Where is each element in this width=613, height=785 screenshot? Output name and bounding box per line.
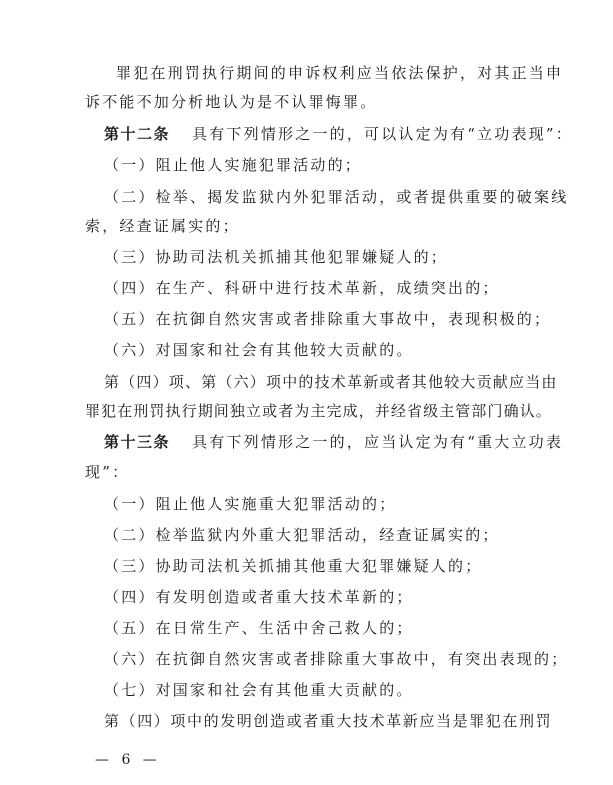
article-12-intro: 具有下列情形之一的，可以认定为有“立功表现”： (192, 125, 573, 143)
paragraph-line: 诉不能不加分析地认为是不认罪悔罪。 (85, 93, 378, 111)
article-13-item: （七）对国家和社会有其他重大贡献的。 (104, 681, 414, 699)
article-12-item: （三）协助司法机关抓捕其他犯罪嫌疑人的； (104, 248, 449, 266)
article-13-item: （一）阻止他人实施重大犯罪活动的； (104, 495, 397, 513)
article-12-item: （六）对国家和社会有其他较大贡献的。 (104, 341, 414, 359)
article-12-item: （四）在生产、科研中进行技术革新，成绩突出的； (104, 279, 500, 297)
article-13-item: （三）协助司法机关抓捕其他重大犯罪嫌疑人的； (104, 557, 483, 575)
article-13-item: （六）在抗御自然灾害或者排除重大事故中，有突出表现的； (104, 650, 569, 668)
article-12-item: （一）阻止他人实施犯罪活动的； (104, 156, 363, 174)
article-13-note-line: 第（四）项中的发明创造或者重大技术革新应当是罪犯在刑罚 (104, 712, 553, 730)
article-12-item: （五）在抗御自然灾害或者排除重大事故中，表现积极的； (104, 310, 552, 328)
article-12-item: （二）检举、揭发监狱内外犯罪活动，或者提供重要的破案线 (104, 188, 569, 206)
article-12-note-line: 第（四）项、第（六）项中的技术革新或者其他较大贡献应当由 (104, 373, 558, 391)
paragraph-line: 罪犯在刑罚执行期间的申诉权利应当依法保护，对其正当申 (116, 64, 564, 82)
article-13-item: （二）检举监狱内外重大犯罪活动，经查证属实的； (104, 526, 500, 544)
article-12-item-continuation: 索，经查证属实的； (85, 217, 240, 235)
article-12-title: 第十二条 (104, 125, 171, 143)
article-13-intro: 具有下列情形之一的，应当认定为有“重大立功表 (192, 433, 564, 451)
article-12-note-line: 罪犯在刑罚执行期间独立或者为主完成，并经省级主管部门确认。 (85, 402, 552, 420)
article-13-heading-line (104, 432, 563, 452)
article-13-intro-continuation: 现”： (85, 463, 130, 481)
article-13-item: （四）有发明创造或者重大技术革新的； (104, 588, 414, 606)
article-13-title: 第十三条 (104, 433, 171, 451)
article-12-heading-line (104, 124, 573, 144)
article-13-item: （五）在日常生产、生活中舍己救人的； (104, 619, 414, 637)
page-number: — 6 — (95, 752, 161, 768)
